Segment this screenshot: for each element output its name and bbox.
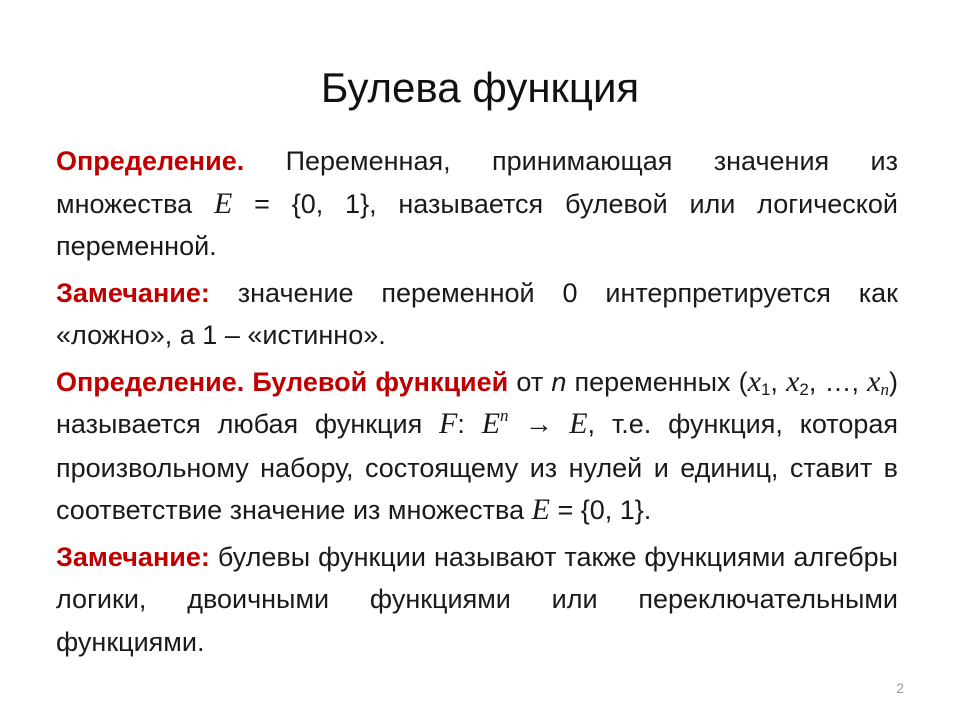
remark-label: Замечание: <box>56 541 210 572</box>
definition-text: от <box>508 366 552 397</box>
definition-text: переменных ( <box>566 366 748 397</box>
subscript-n: n <box>880 379 889 399</box>
definition-label: Определение. Булевой функцией <box>56 366 509 397</box>
definition-text: ) называется любая функция <box>56 366 898 439</box>
remark-text: значение переменной 0 интерпретируется как «ложно», а 1 – «истинно». <box>56 277 898 350</box>
variable-n: n <box>551 366 567 397</box>
definition-boolean-variable <box>56 140 898 268</box>
subscript-1: 1 <box>760 379 771 399</box>
definition-text: , т.е. функция, которая произвольному набору, состоящему из нулей и единиц, ставит в соответствие значение из множества <box>56 409 898 525</box>
definition-text: = {0, 1}. <box>549 495 652 525</box>
superscript-n: n <box>500 406 509 425</box>
variable-x: x <box>867 364 881 398</box>
colon: : <box>457 409 482 439</box>
slide-content <box>56 140 898 667</box>
remark-synonyms <box>56 536 898 664</box>
set-symbol-e: E <box>569 407 588 440</box>
page-number: 2 <box>896 680 904 696</box>
remark-label: Замечание: <box>56 277 210 308</box>
separator: , …, <box>808 366 868 397</box>
set-symbol-e: E <box>481 407 501 440</box>
remark-text: булевы функции называют также функциями алгебры логики, двоичными функциями или переключательными функциями. <box>56 541 898 657</box>
right-arrow-icon: → <box>508 409 570 440</box>
definition-text: = {0, 1}, называется булевой или логической переменной. <box>56 188 898 261</box>
slide-title: Булева функция <box>320 64 640 111</box>
remark-truth-values <box>56 272 898 357</box>
separator: , <box>770 366 787 397</box>
subscript-2: 2 <box>799 379 809 399</box>
definition-text: Переменная, принимающая значения из множества <box>56 146 898 219</box>
function-symbol-f: F <box>439 407 458 440</box>
definition-label: Определение. <box>56 146 245 176</box>
variable-x: x <box>786 364 800 398</box>
variable-x: x <box>747 364 761 398</box>
set-symbol-e: E <box>214 186 233 220</box>
set-symbol-e: E <box>531 493 550 526</box>
definition-boolean-function <box>56 361 898 532</box>
